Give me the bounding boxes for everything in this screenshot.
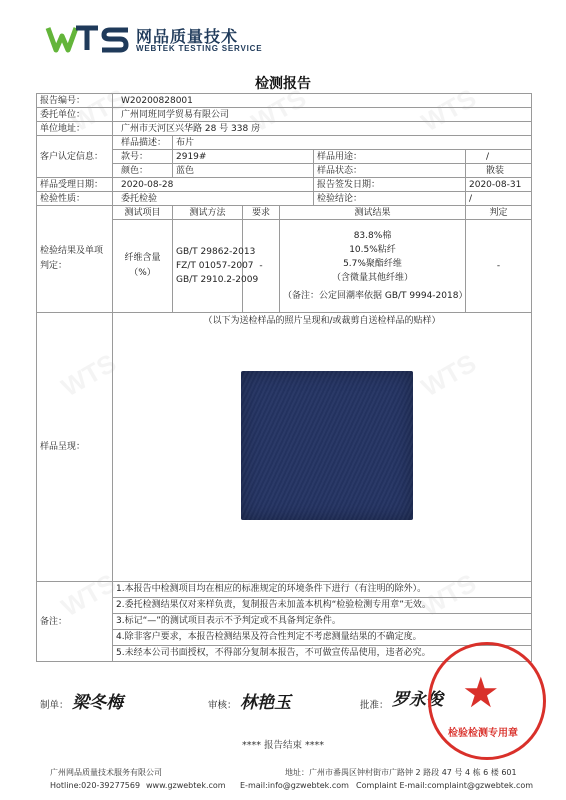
- brand-name-cn: 网品质量技术: [136, 27, 239, 46]
- approver-label: 批准：: [360, 700, 389, 711]
- value-address: 广州市天河区兴华路 28 号 338 房: [113, 122, 532, 136]
- approver-signature: 罗永俊: [392, 690, 443, 710]
- value-conclusion: /: [466, 192, 532, 206]
- label-notes: 备注：: [37, 582, 113, 662]
- label-client-info: 客户认定信息：: [37, 136, 113, 178]
- label-received: 样品受理日期：: [37, 178, 113, 192]
- label-results: 检验结果及单项判定：: [37, 206, 113, 313]
- col-judgement: 判定: [466, 206, 532, 220]
- reviewer-label: 审核：: [208, 700, 237, 711]
- maker-label: 制单：: [40, 700, 69, 711]
- col-method: 测试方法: [173, 206, 243, 220]
- value-client: 广州同班同学贸易有限公司: [113, 108, 532, 122]
- footer-address: 地址：广州市番禺区钟村街市广路钟 2 路段 47 号 4 栋 6 楼 601: [285, 768, 517, 777]
- label-nature: 检验性质：: [37, 192, 113, 206]
- row-sample-desc: [37, 136, 532, 150]
- value-received: 2020-08-28: [113, 178, 314, 192]
- value-report-no: W20200828001: [113, 94, 532, 108]
- stamp-text: 检验检测专用章: [448, 728, 518, 739]
- result-value-4: （含微量其他纤维）: [331, 273, 413, 283]
- result-methods: [173, 220, 259, 313]
- result-judgement: -: [466, 220, 532, 313]
- row-dates: [37, 178, 532, 192]
- value-color: 蓝色: [173, 164, 314, 178]
- row-address: [37, 122, 532, 136]
- photo-row: [37, 313, 532, 582]
- value-state: 散装: [466, 164, 532, 178]
- row-report-no: [37, 94, 532, 108]
- label-client: 委托单位：: [37, 108, 113, 122]
- footer-website: www.gzwebtek.com: [146, 781, 226, 790]
- col-requirement: 要求: [243, 206, 280, 220]
- footer-complaint: Complaint E-mail:complaint@gzwebtek.com: [356, 781, 534, 790]
- label-usage: 样品用途：: [314, 150, 466, 164]
- note-2: 2.委托检测结果仅对来样负责，复制报告未加盖本机构“检验检测专用章”无效。: [113, 598, 531, 614]
- sample-fabric-image: [241, 371, 413, 520]
- label-issued: 报告签发日期：: [314, 178, 466, 192]
- report-table: [36, 93, 532, 662]
- label-photo: 样品呈现：: [37, 313, 113, 582]
- result-value-1: 83.8%棉: [353, 231, 392, 241]
- label-state: 样品状态：: [314, 164, 466, 178]
- label-report-no: 报告编号：: [37, 94, 113, 108]
- result-item: 纤维含量（%）: [113, 220, 173, 313]
- method-2: FZ/T 01057-2007: [176, 261, 254, 271]
- photo-cell: [113, 313, 532, 582]
- row-nature: [37, 192, 532, 206]
- method-1: GB/T 29862-2013: [176, 247, 256, 257]
- col-item: 测试项目: [113, 206, 173, 220]
- method-3: GB/T 2910.2-2009: [176, 275, 259, 285]
- result-value-3: 5.7%聚酯纤维: [343, 259, 402, 269]
- note-1: 1.本报告中检测项目均在相应的标准规定的环境条件下进行（有注明的除外）。: [113, 582, 531, 598]
- value-usage: /: [466, 150, 532, 164]
- result-value-2: 10.5%粘纤: [349, 245, 396, 255]
- label-sample-desc: 样品描述：: [113, 136, 173, 150]
- value-sample-desc: 布片: [173, 136, 532, 150]
- results-header-row: [37, 206, 532, 220]
- stamp-star-icon: ★: [462, 668, 500, 717]
- report-title: 检测报告: [255, 76, 311, 92]
- report-end: **** 报告结束 ****: [241, 740, 325, 751]
- note-4: 4.除非客户要求，本报告检测结果及符合性判定不考虑测量结果的不确定度。: [113, 630, 531, 646]
- note-3: 3.标记“—”的测试项目表示不予判定或不具备判定条件。: [113, 614, 531, 630]
- footer-hotline: Hotline:020-39277569: [50, 781, 141, 790]
- photo-caption: （以下为送检样品的照片呈现和/或裁剪自送检样品的贴样）: [203, 316, 441, 326]
- value-style: 2919#: [173, 150, 314, 164]
- footer-email: E-mail:info@gzwebtek.com: [240, 781, 349, 790]
- reviewer-signature: 林艳玉: [240, 693, 291, 713]
- col-result: 测试结果: [280, 206, 466, 220]
- note-5: 5.未经本公司书面授权，不得部分复制本报告，不可做宣传品使用，违者必究。: [116, 648, 431, 658]
- value-issued: 2020-08-31: [466, 178, 532, 192]
- maker-signature: 梁冬梅: [72, 693, 123, 713]
- label-address: 单位地址：: [37, 122, 113, 136]
- value-nature: 委托检验: [113, 192, 314, 206]
- row-client: [37, 108, 532, 122]
- result-remark: （备注：公定回潮率依据 GB/T 9994-2018）: [283, 291, 468, 301]
- footer-company: 广州网品质量技术服务有限公司: [50, 768, 162, 777]
- label-style: 款号：: [113, 150, 173, 164]
- brand-name-en: WEBTEK TESTING SERVICE: [136, 44, 263, 53]
- label-color: 颜色：: [113, 164, 173, 178]
- result-requirement: -: [243, 220, 280, 313]
- label-conclusion: 检验结论：: [314, 192, 466, 206]
- result-values: [280, 220, 466, 313]
